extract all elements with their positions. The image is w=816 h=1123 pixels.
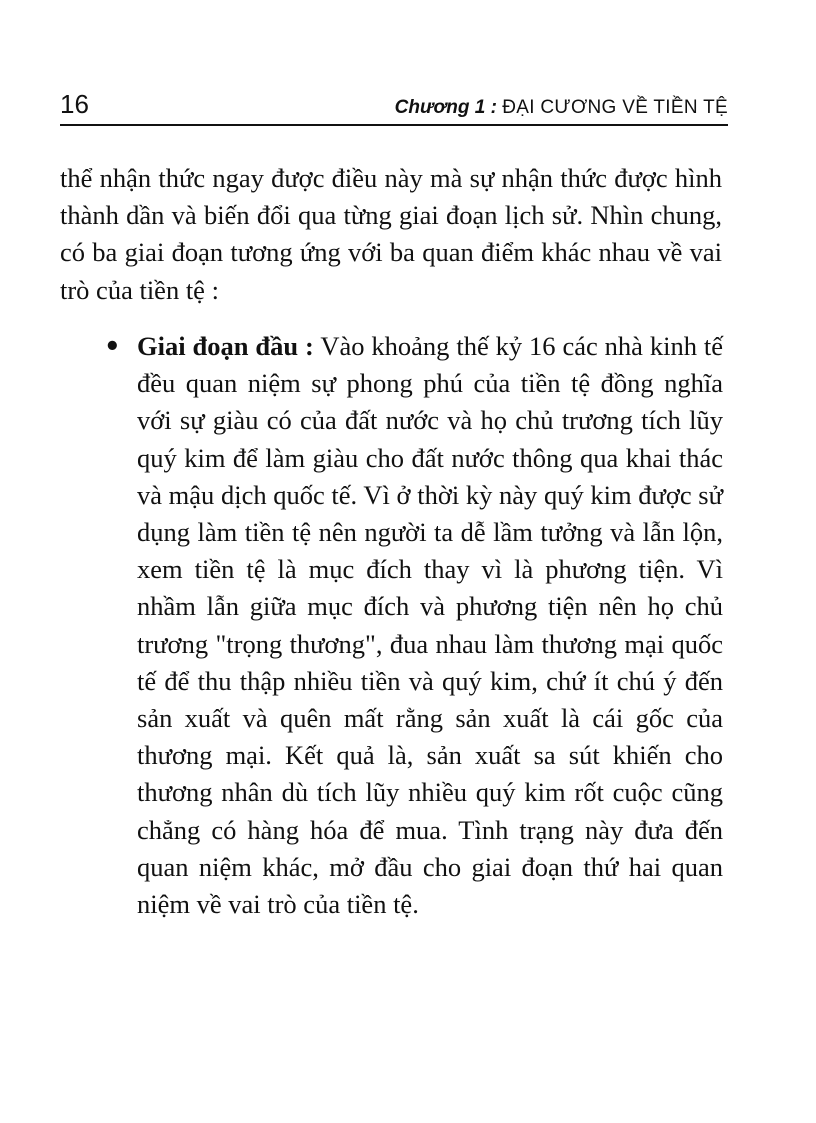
running-head: [395, 96, 728, 120]
bullet-marker: •: [104, 332, 121, 362]
intro-paragraph: thể nhận thức ngay được điều này mà sự nhận thức được hình thành dần và biến đổi qua từng giai đoạn lịch sử. Nhìn chung, có ba giai đoạn tương ứng với ba quan điểm khác nhau về vai trò của tiền tệ :: [60, 163, 722, 305]
bullet-paragraph: [137, 328, 723, 923]
page-number: 16: [60, 89, 89, 119]
chapter-title: ĐẠI CƯƠNG VỀ TIỀN TỆ: [502, 97, 728, 118]
bullet-lead: Giai đoạn đầu :: [137, 331, 314, 361]
chapter-label: Chương 1 :: [394, 97, 497, 118]
page-header: [60, 88, 728, 126]
bullet-body-text: Vào khoảng thế kỷ 16 các nhà kinh tế đều quan niệm sự phong phú của tiền tệ đồng nghĩa với sự giàu có của đất nước và họ chủ trương tích lũy quý kim để làm giàu cho đất nước thông qua khai thác và mậu dịch quốc tế. Vì ở thời kỳ này quý kim được sử dụng làm tiền tệ nên người ta dễ lầm tưởng và lẫn lộn, xem tiền tệ là mục đích thay vì là phương tiện. Vì nhầm lẫn giữa mục đích và phương tiện nên họ chủ trương "trọng thương", đua nhau làm thương mại quốc tế để thu thập nhiều tiền và quý kim, chứ ít chú ý đến sản xuất và quên mất rằng sản xuất là cái gốc của thương mại. Kết quả là, sản xuất sa sút khiến cho thương nhân dù tích lũy nhiều quý kim rốt cuộc cũng chẳng có hàng hóa để mua. Tình trạng này đưa đến quan niệm khác, mở đầu cho giai đoạn thứ hai quan niệm về vai trò của tiền tệ.: [137, 331, 723, 920]
